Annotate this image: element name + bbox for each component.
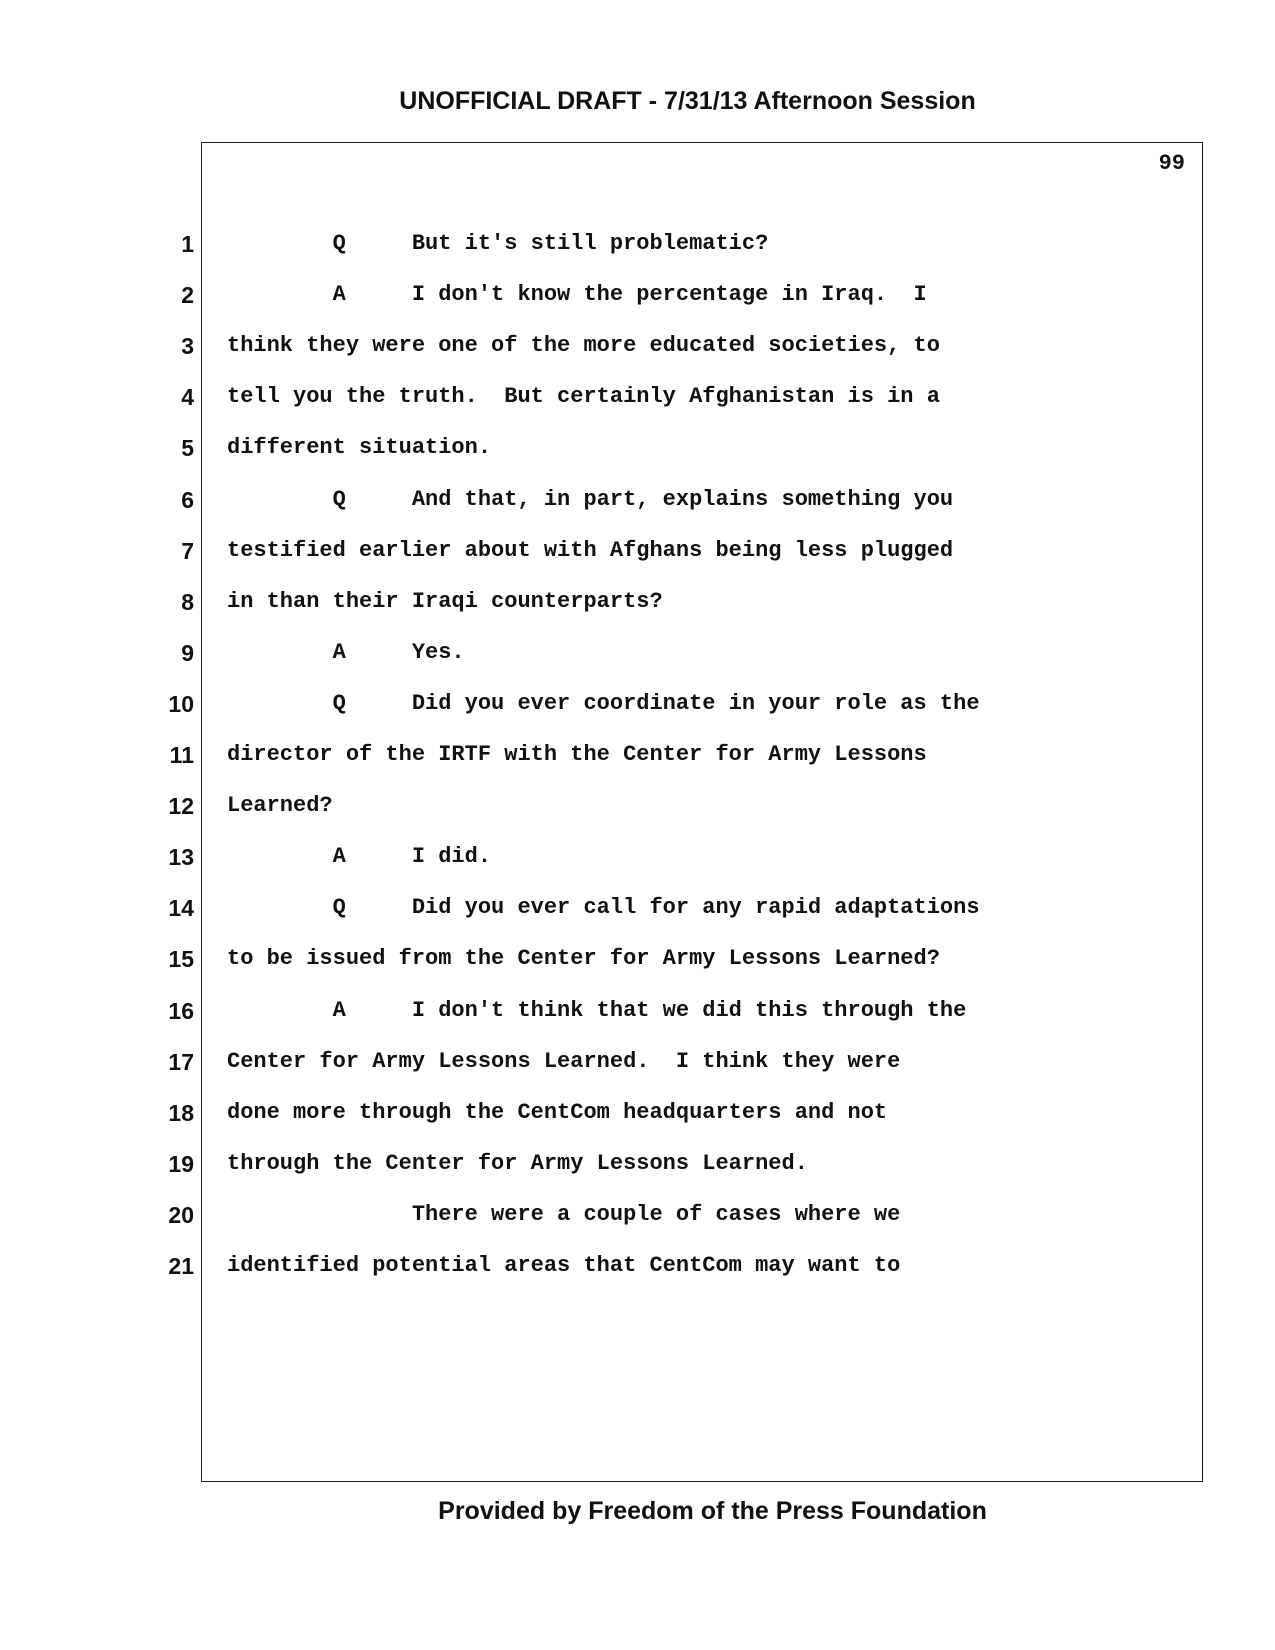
line-text: Q Did you ever call for any rapid adaptations [227, 895, 980, 921]
line-number: 10 [168, 690, 194, 717]
line-text: done more through the CentCom headquarters and not [227, 1099, 888, 1125]
line-number: 9 [181, 639, 194, 666]
line-text: different situation. [227, 435, 492, 461]
line-text: A I did. [227, 844, 492, 870]
line-number: 17 [168, 1048, 194, 1075]
page-number: 99 [1158, 151, 1185, 176]
line-text: identified potential areas that CentCom may want to [227, 1253, 901, 1278]
line-text: in than their Iraqi counterparts? [227, 588, 663, 614]
line-text: A I don't think that we did this through the [227, 997, 967, 1023]
line-number: 16 [168, 997, 194, 1024]
line-number: 18 [168, 1099, 194, 1126]
line-number: 1 [181, 231, 194, 257]
line-number: 5 [181, 435, 194, 462]
line-text: through the Center for Army Lessons Learned. [227, 1150, 808, 1176]
line-number: 8 [181, 588, 194, 615]
line-text: There were a couple of cases where we [227, 1201, 901, 1227]
line-text: Center for Army Lessons Learned. I think they were [227, 1048, 901, 1074]
line-text: think they were one of the more educated societies, to [227, 333, 940, 359]
line-text: A Yes. [227, 639, 465, 665]
document-header: UNOFFICIAL DRAFT - 7/31/13 Afternoon Session [399, 87, 976, 115]
line-number: 6 [181, 486, 194, 513]
line-text: Learned? [227, 793, 333, 819]
line-text: Q But it's still problematic? [227, 231, 769, 256]
line-number: 12 [168, 793, 194, 820]
line-text: testified earlier about with Afghans being less plugged [227, 537, 954, 563]
line-number: 20 [168, 1201, 194, 1228]
line-number: 7 [181, 537, 194, 564]
line-number: 19 [168, 1150, 194, 1177]
line-number: 14 [168, 895, 194, 922]
line-text: Q And that, in part, explains something you [227, 486, 954, 512]
line-number: 4 [181, 384, 194, 411]
line-number: 2 [181, 282, 194, 309]
document-footer: Provided by Freedom of the Press Foundation [438, 1497, 987, 1525]
line-text: Q Did you ever coordinate in your role as the [227, 690, 980, 716]
line-number: 3 [181, 333, 194, 360]
line-number: 21 [168, 1253, 194, 1279]
line-number: 13 [168, 844, 194, 871]
line-number: 11 [169, 742, 194, 768]
line-text: tell you the truth. But certainly Afghanistan is in a [227, 384, 940, 410]
line-number: 15 [168, 946, 194, 973]
line-text: director of the IRTF with the Center for Army Lessons [227, 742, 927, 767]
line-text: A I don't know the percentage in Iraq. I [227, 282, 927, 308]
line-text: to be issued from the Center for Army Lessons Learned? [227, 946, 940, 972]
